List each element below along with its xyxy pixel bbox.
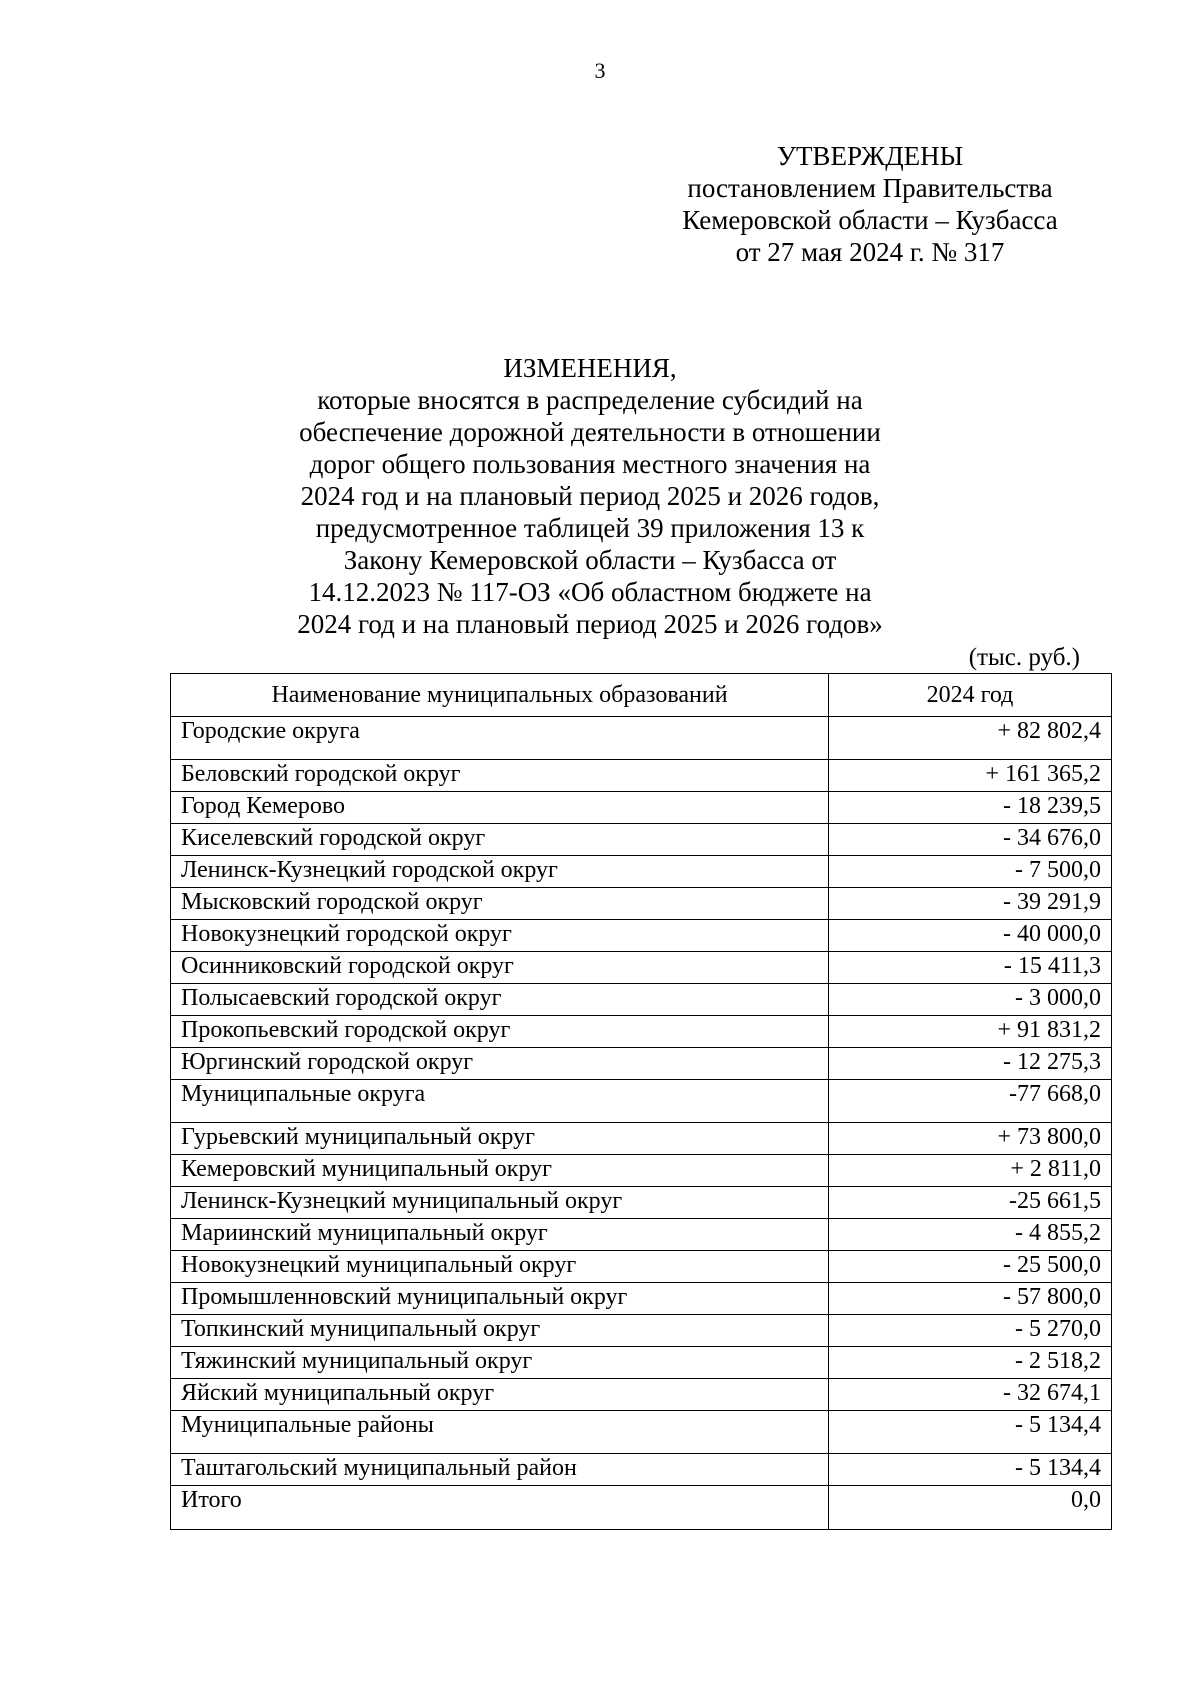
- row-value: + 161 365,2: [829, 760, 1112, 792]
- units-label: (тыс. руб.): [968, 644, 1080, 671]
- row-value: + 91 831,2: [829, 1016, 1112, 1048]
- approval-line-4: от 27 мая 2024 г. № 317: [735, 237, 1005, 267]
- row-name: Киселевский городской округ: [171, 824, 829, 856]
- page-number: 3: [594, 58, 606, 83]
- approval-block: [660, 140, 1080, 268]
- row-value: - 34 676,0: [829, 824, 1112, 856]
- table-total-row: [171, 1486, 1112, 1530]
- row-name: Мысковский городской округ: [171, 888, 829, 920]
- table-row: [171, 1187, 1112, 1219]
- table-row: [171, 984, 1112, 1016]
- title-line: 2024 год и на плановый период 2025 и 2026 годов,: [300, 481, 880, 511]
- table-row: [171, 1347, 1112, 1379]
- table-row: [171, 952, 1112, 984]
- row-value: - 5 134,4: [829, 1454, 1112, 1486]
- table-row: [171, 760, 1112, 792]
- total-value: 0,0: [829, 1486, 1112, 1530]
- table-row: [171, 856, 1112, 888]
- row-value: + 2 811,0: [829, 1155, 1112, 1187]
- table-row: [171, 1123, 1112, 1155]
- row-name: Ленинск-Кузнецкий городской округ: [171, 856, 829, 888]
- row-name: Город Кемерово: [171, 792, 829, 824]
- row-value: - 39 291,9: [829, 888, 1112, 920]
- row-name: Таштагольский муниципальный район: [171, 1454, 829, 1486]
- row-name: Юргинский городской округ: [171, 1048, 829, 1080]
- table-row: [171, 1219, 1112, 1251]
- row-name: Кемеровский муниципальный округ: [171, 1155, 829, 1187]
- row-name: Мариинский муниципальный округ: [171, 1219, 829, 1251]
- approval-line-2: постановлением Правительства: [687, 173, 1053, 203]
- row-value: - 7 500,0: [829, 856, 1112, 888]
- row-name: Полысаевский городской округ: [171, 984, 829, 1016]
- row-name: Новокузнецкий муниципальный округ: [171, 1251, 829, 1283]
- table-header-row: [171, 674, 1112, 717]
- row-value: - 2 518,2: [829, 1347, 1112, 1379]
- table-row: [171, 1379, 1112, 1411]
- table-row: [171, 1080, 1112, 1123]
- row-name: Городские округа: [171, 717, 829, 760]
- row-name: Топкинский муниципальный округ: [171, 1315, 829, 1347]
- total-name: Итого: [171, 1486, 829, 1530]
- table-row: [171, 888, 1112, 920]
- row-value: - 5 134,4: [829, 1411, 1112, 1454]
- row-name: Муниципальные районы: [171, 1411, 829, 1454]
- table-row: [171, 1283, 1112, 1315]
- title-line: Закону Кемеровской области – Кузбасса от: [343, 545, 837, 575]
- table-row: [171, 1454, 1112, 1486]
- table-row: [171, 824, 1112, 856]
- row-name: Новокузнецкий городской округ: [171, 920, 829, 952]
- row-name: Прокопьевский городской округ: [171, 1016, 829, 1048]
- document-title: [295, 352, 885, 640]
- row-value: -25 661,5: [829, 1187, 1112, 1219]
- title-line: которые вносятся в распределение субсидий на: [317, 385, 863, 415]
- row-value: - 15 411,3: [829, 952, 1112, 984]
- row-value: - 18 239,5: [829, 792, 1112, 824]
- approval-line-3: Кемеровской области – Кузбасса: [682, 205, 1058, 235]
- row-value: - 12 275,3: [829, 1048, 1112, 1080]
- row-value: - 5 270,0: [829, 1315, 1112, 1347]
- row-value: + 73 800,0: [829, 1123, 1112, 1155]
- row-name: Муниципальные округа: [171, 1080, 829, 1123]
- header-year: 2024 год: [829, 674, 1112, 717]
- row-name: Осинниковский городской округ: [171, 952, 829, 984]
- row-value: - 4 855,2: [829, 1219, 1112, 1251]
- title-heading: ИЗМЕНЕНИЯ,: [503, 353, 677, 383]
- table-row: [171, 1016, 1112, 1048]
- subsidy-table: [170, 673, 1112, 1530]
- row-name: Тяжинский муниципальный округ: [171, 1347, 829, 1379]
- title-line: 2024 год и на плановый период 2025 и 2026 годов»: [297, 609, 883, 639]
- table-row: [171, 1411, 1112, 1454]
- row-name: Промышленновский муниципальный округ: [171, 1283, 829, 1315]
- row-value: - 25 500,0: [829, 1251, 1112, 1283]
- row-name: Ленинск-Кузнецкий муниципальный округ: [171, 1187, 829, 1219]
- row-value: - 57 800,0: [829, 1283, 1112, 1315]
- table-row: [171, 1048, 1112, 1080]
- row-value: + 82 802,4: [829, 717, 1112, 760]
- table-row: [171, 1155, 1112, 1187]
- table-row: [171, 1251, 1112, 1283]
- row-value: - 32 674,1: [829, 1379, 1112, 1411]
- table-row: [171, 1315, 1112, 1347]
- title-line: 14.12.2023 № 117-ОЗ «Об областном бюджете на: [308, 577, 872, 607]
- title-line: обеспечение дорожной деятельности в отношении: [299, 417, 881, 447]
- row-name: Беловский городской округ: [171, 760, 829, 792]
- row-value: -77 668,0: [829, 1080, 1112, 1123]
- row-value: - 40 000,0: [829, 920, 1112, 952]
- title-line: дорог общего пользования местного значения на: [309, 449, 871, 479]
- row-name: Яйский муниципальный округ: [171, 1379, 829, 1411]
- header-name: Наименование муниципальных образований: [171, 674, 829, 717]
- row-value: - 3 000,0: [829, 984, 1112, 1016]
- title-line: предусмотренное таблицей 39 приложения 13 к: [315, 513, 865, 543]
- table-row: [171, 920, 1112, 952]
- approval-line-1: УТВЕРЖДЕНЫ: [776, 141, 964, 171]
- table-row: [171, 717, 1112, 760]
- table-row: [171, 792, 1112, 824]
- row-name: Гурьевский муниципальный округ: [171, 1123, 829, 1155]
